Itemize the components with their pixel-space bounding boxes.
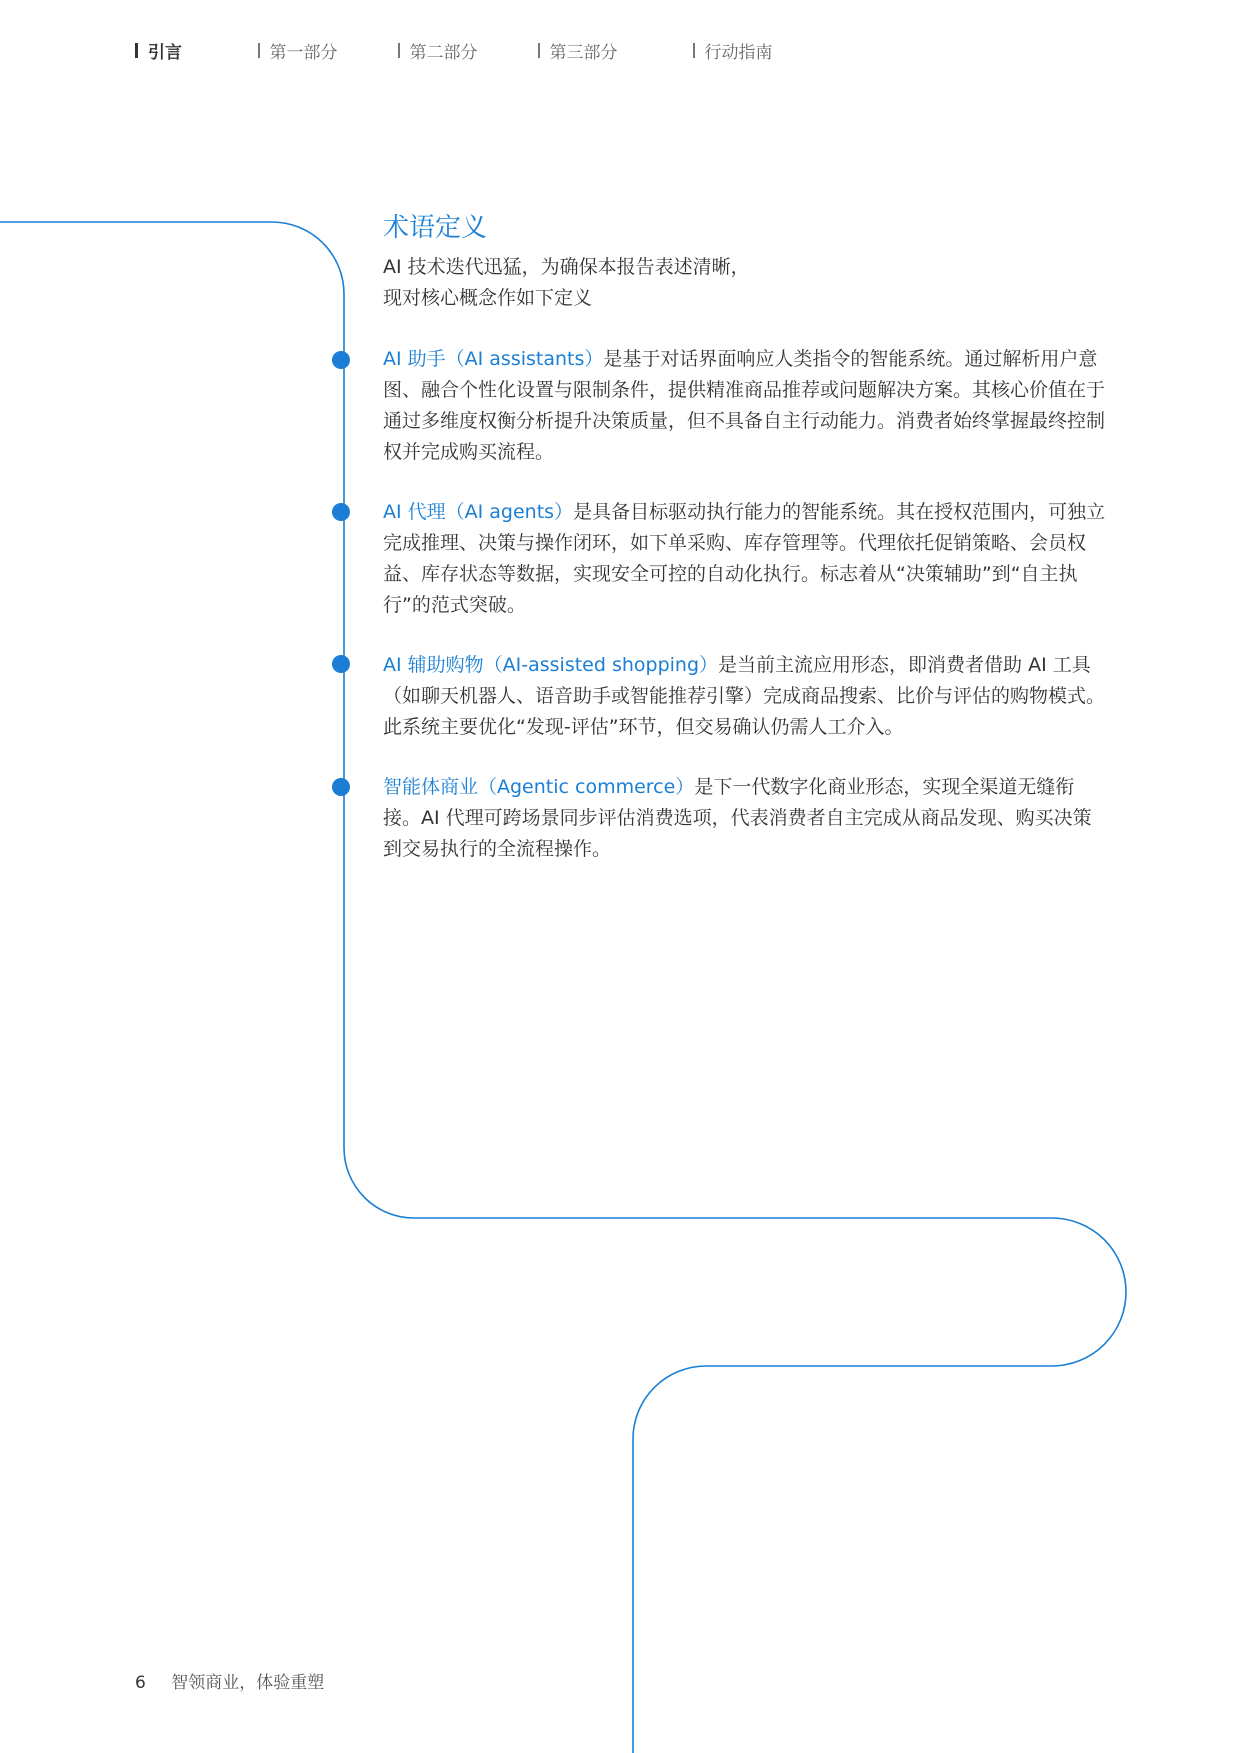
term-ai-assistants xyxy=(383,344,1108,468)
term-bullet-dot xyxy=(332,778,350,796)
section-intro xyxy=(383,252,1108,314)
footer-title: 智领商业，体验重塑 xyxy=(171,1673,325,1693)
term-bullet-dot xyxy=(332,351,350,369)
page-number: 6 xyxy=(135,1673,146,1693)
term-name: 智能体商业（Agentic commerce） xyxy=(383,776,695,798)
term-name: AI 代理（AI agents） xyxy=(383,501,574,523)
nav-item-label: 第一部分 xyxy=(269,43,338,63)
term-definition: 是具备目标驱动执行能力的智能系统。其在授权范围内，可独立完成推理、决策与操作闭环，如下单采购、库存管理等。代理依托促销策略、会员权益、库存状态等数据，实现安全可控的自动化执行。标志着从“决策辅助”到“自主执行”的范式突破。 xyxy=(383,501,1106,616)
term-definition: 是下一代数字化商业形态，实现全渠道无缝衔接。AI 代理可跨场景同步评估消费选项，代表消费者自主完成从商品发现、购买决策到交易执行的全流程操作。 xyxy=(383,776,1092,860)
term-definition: 是基于对话界面响应人类指令的智能系统。通过解析用户意图、融合个性化设置与限制条件，提供精准商品推荐或问题解决方案。其核心价值在于通过多维度权衡分析提升决策质量，但不具备自主行动能力。消费者始终掌握最终控制权并完成购买流程。 xyxy=(383,348,1106,463)
nav-item-label: 引言 xyxy=(148,43,182,63)
term-ai-agents xyxy=(383,497,1108,621)
page-footer xyxy=(135,1668,324,1693)
term-bullet-dot xyxy=(332,503,350,521)
term-name: AI 辅助购物（AI-assisted shopping） xyxy=(383,654,719,676)
term-definition: 是当前主流应用形态，即消费者借助 AI 工具（如聊天机器人、语音助手或智能推荐引擎）完成商品搜索、比价与评估的购物模式。此系统主要优化“发现-评估”环节，但交易确认仍需人工介入。 xyxy=(383,654,1106,738)
nav-item-label: 第三部分 xyxy=(549,43,618,63)
nav-item-label: 第二部分 xyxy=(409,43,478,63)
intro-line: AI 技术迭代迅猛，为确保本报告表述清晰， xyxy=(383,256,750,278)
term-agentic-commerce xyxy=(383,772,1108,865)
definitions-section xyxy=(383,210,1108,860)
term-ai-assisted-shopping xyxy=(383,650,1108,743)
nav-item-label: 行动指南 xyxy=(704,43,773,63)
term-name: AI 助手（AI assistants） xyxy=(383,348,604,370)
section-title: 术语定义 xyxy=(383,213,488,243)
intro-line: 现对核心概念作如下定义 xyxy=(383,287,593,309)
term-bullet-dot xyxy=(332,655,350,673)
